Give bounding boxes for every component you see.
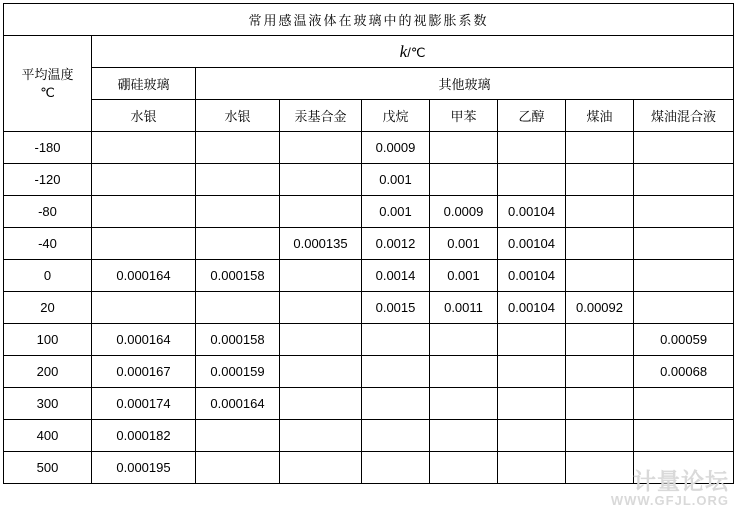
cell-3-1 (196, 228, 280, 260)
cell-8-1: 0.000164 (196, 388, 280, 420)
cell-5-6: 0.00092 (566, 292, 634, 324)
row-temp-5: 20 (4, 292, 92, 324)
cell-3-4: 0.001 (430, 228, 498, 260)
cell-8-0: 0.000174 (92, 388, 196, 420)
cell-9-4 (430, 420, 498, 452)
cell-4-7 (634, 260, 734, 292)
table-row (4, 164, 734, 196)
cell-2-5: 0.00104 (498, 196, 566, 228)
table-group-row (4, 68, 734, 100)
table-row (4, 292, 734, 324)
cell-0-5 (498, 132, 566, 164)
cell-6-7: 0.00059 (634, 324, 734, 356)
cell-10-0: 0.000195 (92, 452, 196, 484)
cell-1-5 (498, 164, 566, 196)
cell-1-1 (196, 164, 280, 196)
cell-9-6 (566, 420, 634, 452)
cell-2-2 (280, 196, 362, 228)
cell-9-0: 0.000182 (92, 420, 196, 452)
table-row (4, 260, 734, 292)
watermark-main-text: 计量论坛 (633, 467, 729, 494)
row-temp-2: -80 (4, 196, 92, 228)
cell-3-3: 0.0012 (362, 228, 430, 260)
cell-8-5 (498, 388, 566, 420)
table-sheet (3, 3, 734, 511)
cell-10-7 (634, 452, 734, 484)
table-title-row (4, 4, 734, 36)
page-title: 常用感温液体在玻璃中的视膨胀系数 (4, 4, 734, 36)
cell-7-1: 0.000159 (196, 356, 280, 388)
cell-10-3 (362, 452, 430, 484)
table-row (4, 452, 734, 484)
cell-1-4 (430, 164, 498, 196)
cell-8-3 (362, 388, 430, 420)
cell-0-7 (634, 132, 734, 164)
table-unit-row (4, 36, 734, 68)
row-temp-6: 100 (4, 324, 92, 356)
measurement-table (3, 3, 734, 484)
cell-10-1 (196, 452, 280, 484)
cell-8-2 (280, 388, 362, 420)
group-header-other-glass: 其他玻璃 (196, 68, 734, 100)
cell-5-1 (196, 292, 280, 324)
cell-4-6 (566, 260, 634, 292)
table-row (4, 356, 734, 388)
unit-suffix: /℃ (407, 44, 426, 60)
column-header-7: 煤油混合液 (634, 100, 734, 132)
cell-9-3 (362, 420, 430, 452)
cell-7-0: 0.000167 (92, 356, 196, 388)
cell-7-7: 0.00068 (634, 356, 734, 388)
table-row (4, 324, 734, 356)
cell-5-5: 0.00104 (498, 292, 566, 324)
cell-4-2 (280, 260, 362, 292)
column-header-5: 乙醇 (498, 100, 566, 132)
cell-4-5: 0.00104 (498, 260, 566, 292)
cell-2-4: 0.0009 (430, 196, 498, 228)
row-temp-8: 300 (4, 388, 92, 420)
cell-3-5: 0.00104 (498, 228, 566, 260)
avg-temp-label-line2: ℃ (40, 84, 55, 100)
group-header-borosilicate: 硼硅玻璃 (92, 68, 196, 100)
cell-9-5 (498, 420, 566, 452)
cell-4-3: 0.0014 (362, 260, 430, 292)
cell-1-3: 0.001 (362, 164, 430, 196)
cell-6-6 (566, 324, 634, 356)
cell-0-2 (280, 132, 362, 164)
cell-2-7 (634, 196, 734, 228)
cell-5-3: 0.0015 (362, 292, 430, 324)
table-column-header-row (4, 100, 734, 132)
row-temp-4: 0 (4, 260, 92, 292)
watermark-url-text: WWW.GFJL.ORG (610, 493, 729, 509)
row-temp-1: -120 (4, 164, 92, 196)
cell-4-4: 0.001 (430, 260, 498, 292)
cell-4-0: 0.000164 (92, 260, 196, 292)
cell-10-5 (498, 452, 566, 484)
cell-2-6 (566, 196, 634, 228)
cell-5-4: 0.0011 (430, 292, 498, 324)
cell-10-4 (430, 452, 498, 484)
cell-8-6 (566, 388, 634, 420)
cell-7-6 (566, 356, 634, 388)
cell-10-6 (566, 452, 634, 484)
cell-3-2: 0.000135 (280, 228, 362, 260)
avg-temp-header (4, 36, 92, 132)
cell-6-3 (362, 324, 430, 356)
cell-6-2 (280, 324, 362, 356)
column-header-6: 煤油 (566, 100, 634, 132)
cell-3-7 (634, 228, 734, 260)
table-row (4, 132, 734, 164)
cell-6-0: 0.000164 (92, 324, 196, 356)
avg-temp-label-line1: 平均温度 (21, 66, 74, 82)
column-header-3: 戊烷 (362, 100, 430, 132)
cell-6-4 (430, 324, 498, 356)
cell-8-7 (634, 388, 734, 420)
cell-2-0 (92, 196, 196, 228)
cell-9-7 (634, 420, 734, 452)
cell-5-2 (280, 292, 362, 324)
column-header-0: 水银 (92, 100, 196, 132)
cell-1-7 (634, 164, 734, 196)
cell-7-5 (498, 356, 566, 388)
cell-0-0 (92, 132, 196, 164)
cell-1-0 (92, 164, 196, 196)
cell-0-4 (430, 132, 498, 164)
cell-10-2 (280, 452, 362, 484)
cell-3-0 (92, 228, 196, 260)
unit-header (92, 36, 734, 68)
cell-2-1 (196, 196, 280, 228)
row-temp-0: -180 (4, 132, 92, 164)
cell-9-1 (196, 420, 280, 452)
cell-4-1: 0.000158 (196, 260, 280, 292)
cell-6-1: 0.000158 (196, 324, 280, 356)
cell-1-2 (280, 164, 362, 196)
row-temp-3: -40 (4, 228, 92, 260)
table-row (4, 388, 734, 420)
row-temp-9: 400 (4, 420, 92, 452)
row-temp-10: 500 (4, 452, 92, 484)
cell-5-7 (634, 292, 734, 324)
row-temp-7: 200 (4, 356, 92, 388)
cell-2-3: 0.001 (362, 196, 430, 228)
cell-8-4 (430, 388, 498, 420)
cell-7-2 (280, 356, 362, 388)
table-row (4, 196, 734, 228)
unit-symbol: k (399, 41, 408, 61)
column-header-4: 甲苯 (430, 100, 498, 132)
column-header-1: 水银 (196, 100, 280, 132)
cell-0-1 (196, 132, 280, 164)
column-header-2: 汞基合金 (280, 100, 362, 132)
cell-3-6 (566, 228, 634, 260)
cell-0-6 (566, 132, 634, 164)
cell-0-3: 0.0009 (362, 132, 430, 164)
cell-7-4 (430, 356, 498, 388)
table-row (4, 228, 734, 260)
cell-5-0 (92, 292, 196, 324)
cell-1-6 (566, 164, 634, 196)
cell-9-2 (280, 420, 362, 452)
cell-7-3 (362, 356, 430, 388)
cell-6-5 (498, 324, 566, 356)
table-row (4, 420, 734, 452)
